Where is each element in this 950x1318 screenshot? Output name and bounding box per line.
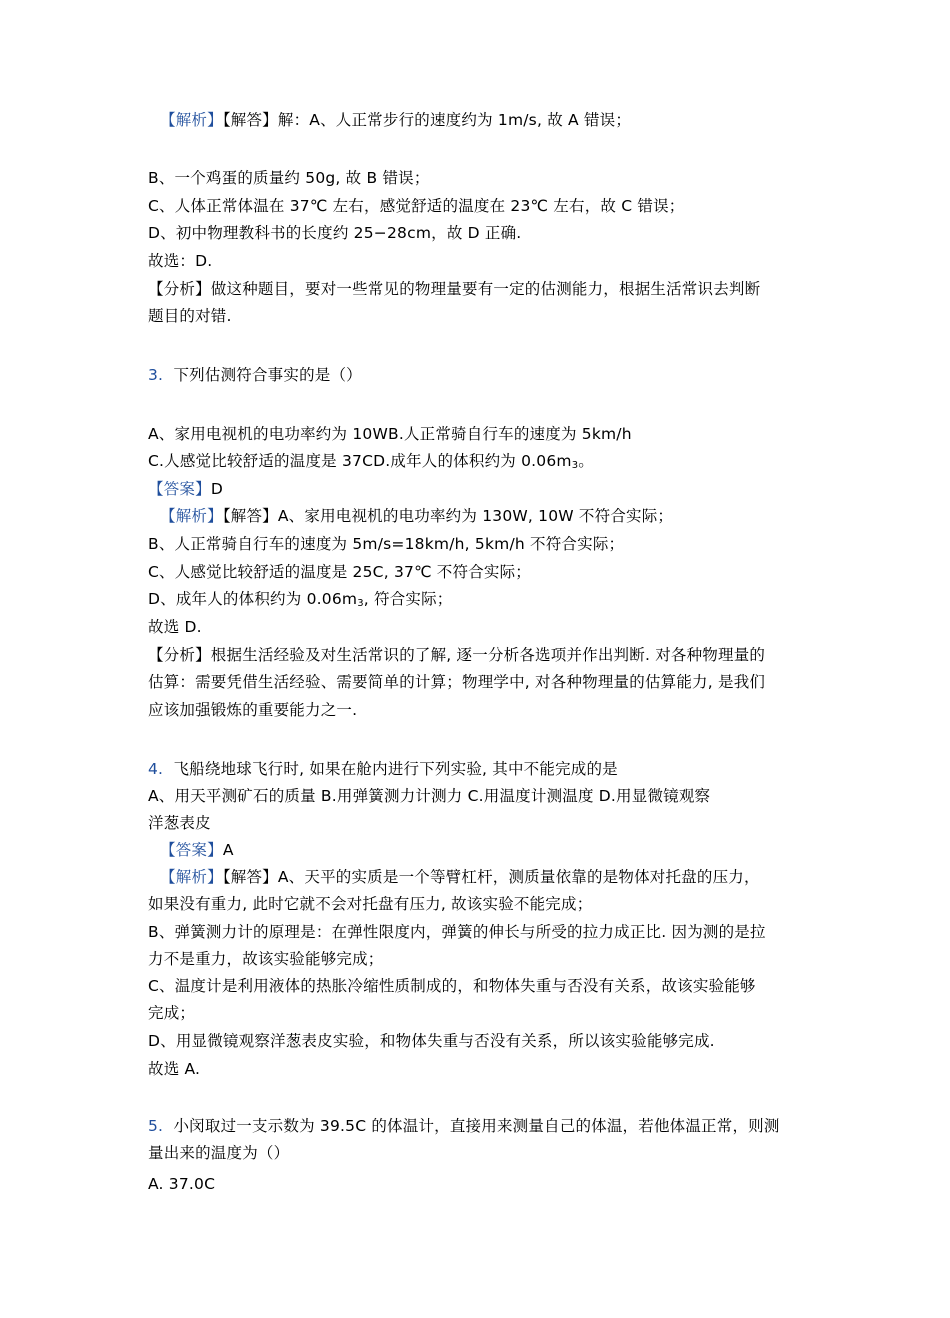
q3-line-d — [148, 589, 808, 612]
q4-line-b1: B、弹簧测力计的原理是：在弹性限度内，弹簧的伸长与所受的拉力成正比. 因为测的是拉 — [148, 923, 766, 941]
q3-answer-tag: 【答案】 — [148, 480, 211, 498]
q4-question: 飞船绕地球飞行时, 如果在舱内进行下列实验, 其中不能完成的是 — [173, 760, 618, 778]
q4-analysis-line — [160, 867, 820, 887]
q3-line-d-end: , 符合实际； — [363, 590, 453, 608]
q2-analysis-tag: 【解析】 — [160, 111, 223, 129]
q3-options-2 — [148, 451, 808, 474]
q4-options-1: A、用天平测矿石的质量 B.用弹簧测力计测力 C.用温度计测温度 D.用显微镜观察 — [148, 787, 711, 805]
q2-choice: 故选：D. — [148, 252, 213, 270]
q2-line-b: B、一个鸡蛋的质量约 50g, 故 B 错误； — [148, 169, 430, 187]
q4-analysis-tag: 【解析】 — [160, 868, 223, 886]
q3-line-b: B、人正常骑自行车的速度为 5m/s=18km/h, 5km/h 不符合实际； — [148, 535, 625, 553]
q4-number: 4. — [148, 760, 164, 778]
q3-answer: D — [210, 480, 223, 498]
q3-line-d-sub: 3 — [357, 598, 364, 609]
q3-analysis-line — [160, 506, 820, 526]
q4-answer: A — [222, 841, 234, 859]
q4-line-b2: 力不是重力，故该实验能够完成； — [148, 950, 384, 968]
q3-question-line — [148, 365, 808, 385]
q2-analysis-text: 【解答】解：A、人正常步行的速度约为 1m/s, 故 A 错误； — [222, 111, 632, 129]
q3-options-2-sub: 3 — [571, 460, 579, 471]
q5-question-line — [148, 1116, 808, 1136]
q4-question-line — [148, 759, 808, 779]
q2-line-d: D、初中物理教科书的长度约 25−28cm，故 D 正确. — [148, 224, 522, 242]
q3-options-1: A、家用电视机的电功率约为 10WB.人正常骑自行车的速度为 5km/h — [148, 425, 632, 443]
q4-line-c1: C、温度计是利用液体的热胀冷缩性质制成的，和物体失重与否没有关系，故该实验能够 — [148, 977, 756, 995]
q3-analysis-tag: 【解析】 — [160, 507, 223, 525]
q3-fenxi-3: 应该加强锻炼的重要能力之一. — [148, 701, 358, 719]
q2-analysis-line — [160, 110, 820, 130]
q3-choice: 故选 D. — [148, 618, 202, 636]
q4-answer-line — [160, 840, 820, 860]
q4-line-c2: 完成； — [148, 1004, 196, 1022]
q3-number: 3. — [148, 366, 164, 384]
q3-line-c: C、人感觉比较舒适的温度是 25C, 37℃ 不符合实际； — [148, 563, 532, 581]
q4-options-2: 洋葱表皮 — [148, 814, 211, 832]
q3-line-d-text: D、成年人的体积约为 0.06m — [148, 590, 358, 608]
q4-line-d: D、用显微镜观察洋葱表皮实验，和物体失重与否没有关系，所以该实验能够完成. — [148, 1032, 715, 1050]
q3-options-2-text: C.人感觉比较舒适的温度是 37CD.成年人的体积约为 0.06m — [148, 452, 572, 470]
q5-option-a: A. 37.0C — [148, 1175, 216, 1193]
q3-jieda-1: 【解答】A、家用电视机的电功率约为 130W, 10W 不符合实际； — [222, 507, 674, 525]
q4-choice: 故选 A. — [148, 1060, 201, 1078]
q3-question: 下列估测符合事实的是（） — [173, 366, 362, 384]
q5-number: 5. — [148, 1117, 164, 1135]
q4-jieda-2: 如果没有重力, 此时它就不会对托盘有压力, 故该实验不能完成； — [148, 895, 593, 913]
q4-jieda-1: 【解答】A、天平的实质是一个等臂杠杆，测质量依靠的是物体对托盘的压力， — [222, 868, 760, 886]
q3-fenxi-2: 估算：需要凭借生活经验、需要简单的计算；物理学中, 对各种物理量的估算能力, 是我们 — [148, 673, 766, 691]
q3-fenxi-1: 【分析】根据生活经验及对生活常识的了解, 逐一分析各选项并作出判断. 对各种物理量的 — [148, 646, 766, 664]
q5-question-2: 量出来的温度为（） — [148, 1144, 290, 1162]
q3-answer-line — [148, 479, 808, 499]
q5-question-1: 小闵取过一支示数为 39.5C 的体温计，直接用来测量自己的体温，若他体温正常，则测 — [173, 1117, 780, 1135]
q2-line-c: C、人体正常体温在 37℃ 左右，感觉舒适的温度在 23℃ 左右，故 C 错误； — [148, 197, 685, 215]
q2-fenxi-1: 【分析】做这种题目，要对一些常见的物理量要有一定的估测能力，根据生活常识去判断 — [148, 280, 761, 298]
q3-options-2-end: 。 — [578, 452, 594, 470]
q2-fenxi-2: 题目的对错. — [148, 307, 232, 325]
q4-answer-tag: 【答案】 — [160, 841, 223, 859]
